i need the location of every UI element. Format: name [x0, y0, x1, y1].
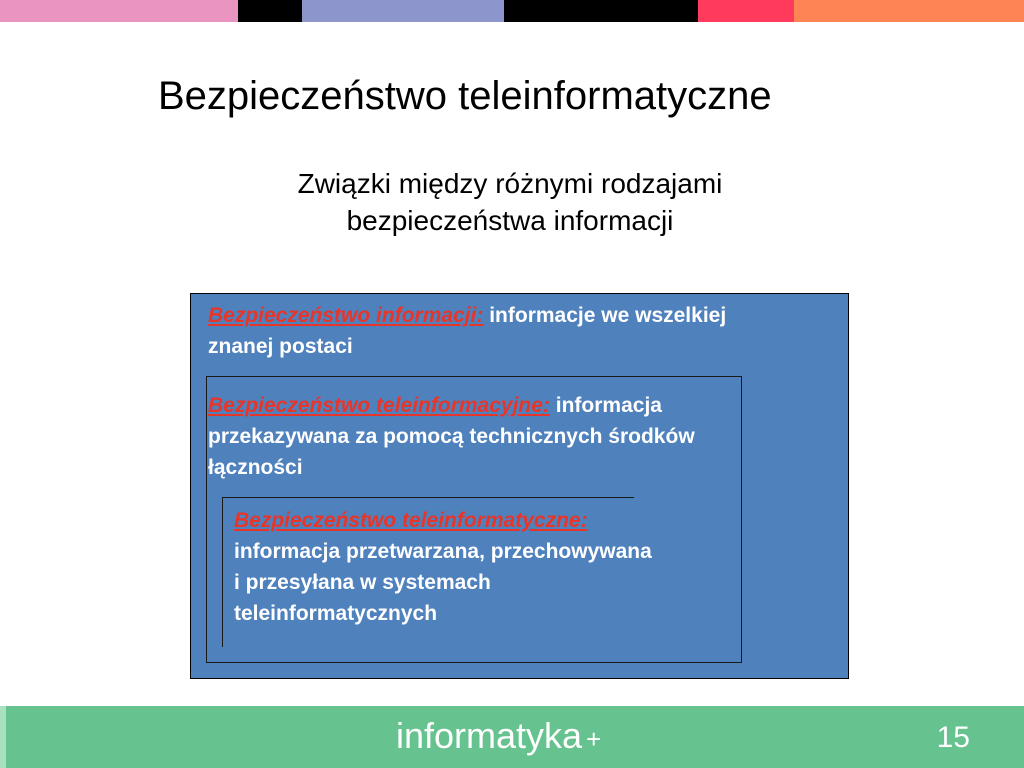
footer-bar: [0, 706, 1024, 768]
top-bar-segment-black-1: [238, 0, 302, 22]
teleinformatics-security-term: Bezpieczeństwo teleinformatyczne:: [234, 509, 588, 532]
teleinformatics-security-description: informacja przetwarzana, przechowywana i przesyłana w systemach teleinformatycznych: [234, 540, 652, 625]
teleinformatics-security-text: [234, 505, 654, 629]
slide-subtitle: [200, 165, 820, 239]
page-number: 15: [936, 721, 970, 754]
information-security-term: Bezpieczeństwo informacji:: [208, 304, 484, 327]
teleinformation-security-text: [208, 390, 708, 483]
top-bar-segment-black-2: [504, 0, 698, 22]
top-bar-segment-orange: [794, 0, 1024, 22]
information-security-description: informacje we wszelkiej znanej postaci: [208, 304, 727, 358]
teleinformation-security-description: informacja przekazywana za pomocą technicznych środków łączności: [208, 394, 695, 479]
teleinformatics-security-box-left-edge: [222, 497, 223, 647]
top-bar-segment-lavender: [302, 0, 504, 22]
subtitle-line-2: bezpieczeństwa informacji: [346, 205, 674, 236]
top-bar-segment-red: [698, 0, 794, 22]
footer-brand: [396, 714, 601, 761]
top-bar-segment-pink: [0, 0, 238, 22]
top-color-bar: [0, 0, 1024, 22]
subtitle-line-1: Związki między różnymi rodzajami: [297, 168, 723, 199]
information-security-text: [208, 300, 768, 362]
footer-brand-text: informatyka: [396, 715, 583, 756]
teleinformation-security-term: Bezpieczeństwo teleinformacyjne:: [208, 394, 550, 417]
teleinformatics-security-box-top-edge: [222, 497, 634, 498]
footer-brand-plus: +: [586, 724, 602, 754]
slide-title: Bezpieczeństwo teleinformatyczne: [158, 74, 772, 118]
footer-left-accent: [0, 706, 6, 768]
